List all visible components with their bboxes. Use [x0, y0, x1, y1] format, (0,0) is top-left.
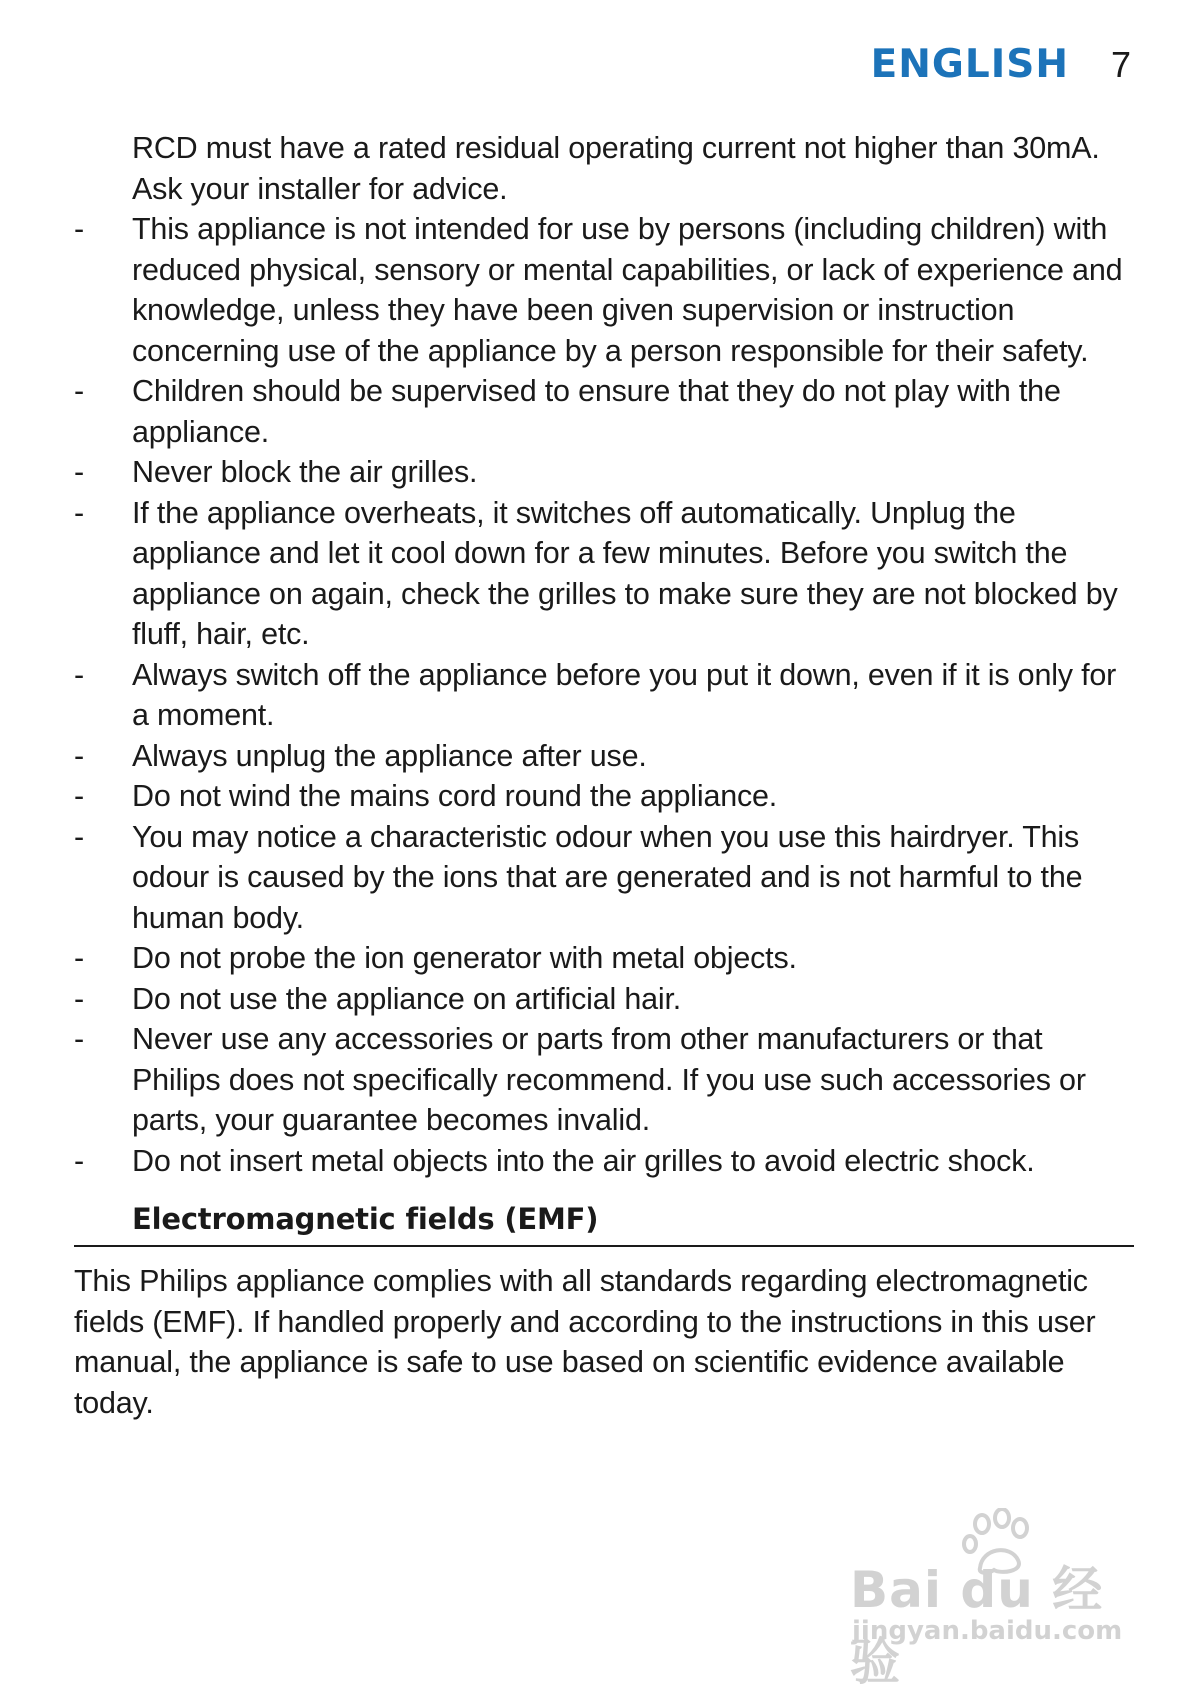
- list-item: [74, 452, 1134, 493]
- list-item-text: Do not probe the ion generator with metal objects.: [132, 941, 797, 975]
- page-number: 7: [1110, 44, 1131, 85]
- list-item-text: Always switch off the appliance before you put it down, even if it is only for a moment.: [132, 657, 1117, 732]
- list-item-text: If the appliance overheats, it switches off automatically. Unplug the appliance and let it cool down for a few minutes. Before you switch the appliance on again, check the grilles to make sure they are not blocked by fluff, hair, etc.: [132, 495, 1118, 651]
- list-item: [74, 1141, 1134, 1182]
- bullet-dash: -: [74, 981, 84, 1016]
- list-item: [74, 736, 1134, 777]
- list-item: [74, 979, 1134, 1020]
- bullet-dash: -: [74, 1143, 84, 1178]
- list-item: [74, 776, 1134, 817]
- bullet-dash: -: [74, 1022, 84, 1056]
- bullet-dash: -: [74, 455, 84, 489]
- bullet-dash: -: [74, 779, 84, 813]
- bullet-dash: -: [74, 212, 84, 246]
- watermark-url: jingyan.baidu.com: [852, 1616, 1123, 1646]
- page-content: [74, 128, 1134, 1423]
- baidu-watermark: [850, 1508, 1150, 1691]
- bullet-dash: -: [74, 657, 84, 692]
- section-title-emf: Electromagnetic fields (EMF): [74, 1199, 1134, 1247]
- list-item-text: Do not insert metal objects into the air grilles to avoid electric shock.: [132, 1143, 1035, 1178]
- list-item-text: Children should be supervised to ensure that they do not play with the appliance.: [132, 374, 1061, 449]
- list-item: [74, 938, 1134, 979]
- watermark-brand: Bai du 经验: [850, 1561, 1104, 1691]
- bullet-dash: -: [74, 738, 84, 773]
- bullet-dash: -: [74, 941, 84, 975]
- list-item: [74, 371, 1134, 452]
- list-item-text: Do not use the appliance on artificial hair.: [132, 981, 682, 1016]
- list-item-text: Never block the air grilles.: [132, 455, 478, 489]
- list-item-text: Do not wind the mains cord round the appliance.: [132, 779, 778, 813]
- language-label: ENGLISH: [870, 42, 1069, 87]
- page-header: [871, 42, 1131, 87]
- list-item: [74, 209, 1134, 371]
- list-item: [74, 1019, 1134, 1141]
- bullet-dash: -: [74, 495, 84, 530]
- list-item: [74, 817, 1134, 939]
- list-item-text: Always unplug the appliance after use.: [132, 738, 647, 773]
- bullet-dash: -: [74, 374, 84, 408]
- bullet-dash: -: [74, 819, 84, 854]
- emf-paragraph: This Philips appliance complies with all standards regarding electromagnetic fields (EMF). If handled properly and according to the instructions in this user manual, the appliance is safe to use based on scientific evidence available today.: [74, 1264, 1096, 1420]
- list-item-text: This appliance is not intended for use by persons (including children) with reduced physical, sensory or mental capabilities, or lack of experience and knowledge, unless they have been given supervision or instruction concerning use of the appliance by a person responsible for their safety.: [132, 212, 1123, 368]
- list-item-text: Never use any accessories or parts from other manufacturers or that Philips does not specifically recommend. If you use such accessories or parts, your guarantee becomes invalid.: [132, 1022, 1086, 1137]
- list-item: [74, 655, 1134, 736]
- list-item: [74, 493, 1134, 655]
- intro-continuation: RCD must have a rated residual operating current not higher than 30mA. Ask your installer for advice.: [132, 131, 1100, 206]
- safety-bullet-list: [74, 209, 1134, 1181]
- list-item-text: You may notice a characteristic odour when you use this hairdryer. This odour is caused by the ions that are generated and is not harmful to the human body.: [132, 819, 1083, 935]
